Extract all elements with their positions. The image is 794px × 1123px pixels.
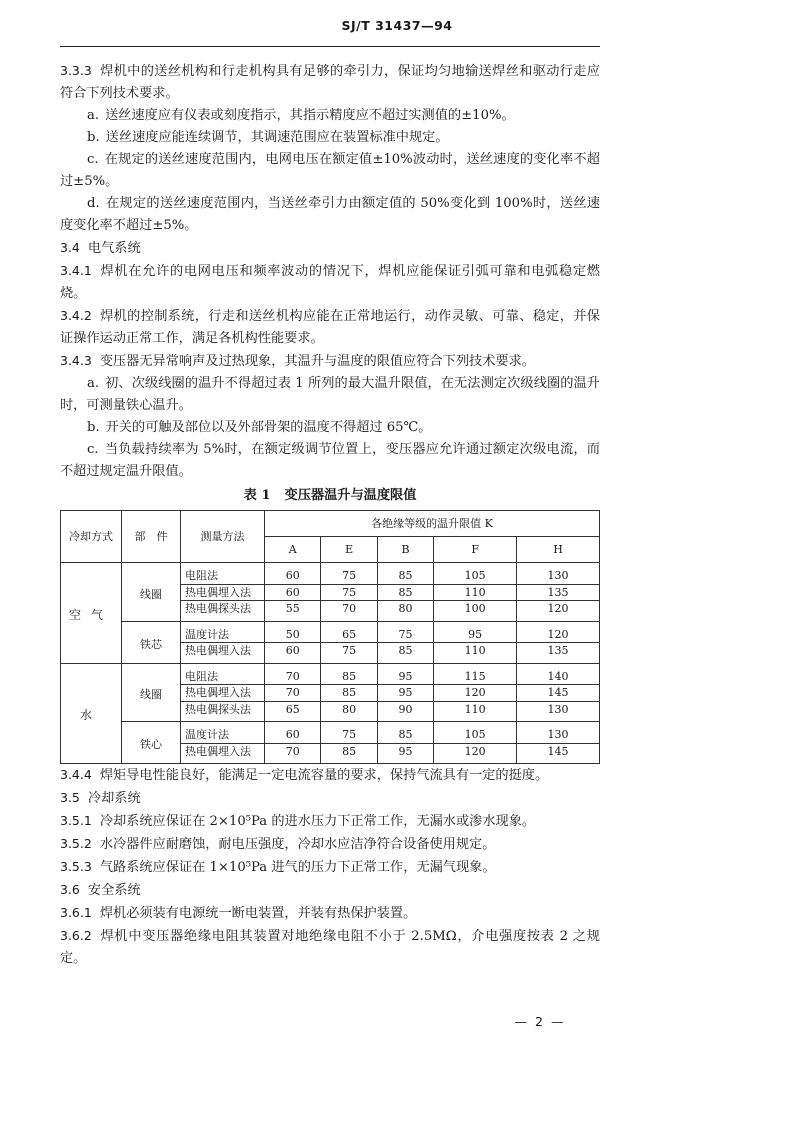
limit-value-cell: 95 — [377, 685, 433, 702]
clause-text: 冷却系统应保证在 2×10⁵Pa 的进水压力下正常工作，无漏水或渗水现象。 — [99, 814, 536, 829]
limit-value-cell: 120 — [517, 621, 600, 643]
sub-item-label: b. — [87, 130, 100, 145]
limit-value-cell: 145 — [517, 685, 600, 702]
document-body — [60, 60, 600, 970]
sub-item-text: 当负载持续率为 5%时，在额定级调节位置上，变压器应允许通过额定次级电流，而不超过规定温升限值。 — [60, 442, 600, 479]
sub-item-text: 初、次级线圈的温升不得超过表 1 所列的最大温升限值，在无法测定次级线圈的温升时，可测量铁心温升。 — [60, 376, 600, 413]
limit-value-cell: 85 — [321, 685, 377, 702]
sub-item — [60, 193, 600, 237]
temperature-rise-table — [60, 510, 600, 764]
clause-number: 3.3.3 — [60, 63, 92, 78]
table-row — [61, 722, 600, 744]
class-header: B — [377, 537, 433, 563]
method-cell: 热电偶埋入法 — [181, 743, 265, 764]
limit-value-cell: 95 — [434, 621, 517, 643]
limit-value-cell: 75 — [321, 643, 377, 664]
sub-item-text: 送丝速度应有仪表或刻度指示，其指示精度应不超过实测值的±10%。 — [105, 108, 515, 123]
clause-number: 3.6.1 — [60, 905, 92, 920]
part-cell: 铁芯 — [122, 621, 181, 663]
limit-value-cell: 110 — [434, 701, 517, 722]
clause — [60, 856, 600, 879]
limit-value-cell: 85 — [377, 563, 433, 585]
limit-value-cell: 105 — [434, 722, 517, 744]
table-row — [61, 663, 600, 685]
limit-value-cell: 120 — [434, 685, 517, 702]
sub-item-label: a. — [87, 376, 100, 391]
limit-value-cell: 95 — [377, 663, 433, 685]
limit-value-cell: 100 — [434, 601, 517, 622]
limit-value-cell: 110 — [434, 643, 517, 664]
sub-item-text: 送丝速度应能连续调节，其调速范围应在装置标准中规定。 — [105, 130, 449, 145]
header-rule — [60, 46, 600, 47]
sub-item-label: c. — [87, 442, 99, 457]
cooling-cell: 水 — [61, 663, 122, 764]
limit-value-cell: 130 — [517, 563, 600, 585]
limit-value-cell: 120 — [517, 601, 600, 622]
clause-number: 3.4.4 — [60, 767, 92, 782]
class-header: A — [265, 537, 321, 563]
part-cell: 线圈 — [122, 563, 181, 622]
clause-number: 3.6 — [60, 882, 80, 897]
clause — [60, 260, 600, 305]
table-row — [61, 621, 600, 643]
clause-number: 3.5.1 — [60, 813, 92, 828]
limit-value-cell: 85 — [321, 743, 377, 764]
clause-number: 3.4.2 — [60, 308, 92, 323]
class-header: E — [321, 537, 377, 563]
method-cell: 电阻法 — [181, 663, 265, 685]
clauses-after-table — [60, 764, 600, 970]
sub-item — [60, 439, 600, 483]
clause — [60, 787, 600, 810]
method-cell: 热电偶探头法 — [181, 701, 265, 722]
header-cooling: 冷却方式 — [61, 511, 122, 563]
clause-text: 焊机中的送丝机构和行走机构具有足够的牵引力，保证均匀地输送焊丝和驱动行走应符合下列技术要求。 — [60, 64, 600, 101]
sub-item — [60, 149, 600, 193]
clause-text: 焊机必须装有电源统一断电装置，并装有热保护装置。 — [99, 906, 417, 921]
limit-value-cell: 70 — [265, 685, 321, 702]
limit-value-cell: 135 — [517, 584, 600, 601]
clause — [60, 833, 600, 856]
sub-item-label: c. — [87, 152, 99, 167]
limit-value-cell: 90 — [377, 701, 433, 722]
sub-item — [60, 373, 600, 417]
header-part: 部 件 — [122, 511, 181, 563]
limit-value-cell: 80 — [321, 701, 377, 722]
clause — [60, 925, 600, 970]
clauses-before-table — [60, 60, 600, 483]
limit-value-cell: 130 — [517, 722, 600, 744]
limit-value-cell: 85 — [377, 584, 433, 601]
document-header — [0, 18, 794, 33]
part-cell: 铁心 — [122, 722, 181, 764]
limit-value-cell: 95 — [377, 743, 433, 764]
limit-value-cell: 75 — [321, 563, 377, 585]
clause — [60, 764, 600, 787]
clause-number: 3.4 — [60, 240, 80, 255]
limit-value-cell: 85 — [377, 722, 433, 744]
page-number: — 2 — — [514, 1014, 566, 1029]
clause-number: 3.5.2 — [60, 836, 92, 851]
clause-text: 变压器无异常响声及过热现象，其温升与温度的限值应符合下列技术要求。 — [99, 354, 535, 369]
limit-value-cell: 60 — [265, 643, 321, 664]
clause-number: 3.5.3 — [60, 859, 92, 874]
limit-value-cell: 80 — [377, 601, 433, 622]
sub-item — [60, 105, 600, 127]
standard-number: SJ/T 31437—94 — [341, 18, 453, 33]
table-row — [61, 563, 600, 585]
limit-value-cell: 140 — [517, 663, 600, 685]
clause — [60, 350, 600, 373]
clause-text: 水冷器件应耐磨蚀，耐电压强度，冷却水应洁净符合设备使用规定。 — [99, 837, 496, 852]
class-header: F — [434, 537, 517, 563]
limit-value-cell: 65 — [265, 701, 321, 722]
sub-item-text: 开关的可触及部位以及外部骨架的温度不得超过 65℃。 — [105, 420, 432, 435]
sub-item — [60, 417, 600, 439]
limit-value-cell: 105 — [434, 563, 517, 585]
clause — [60, 237, 600, 260]
clause-number: 3.5 — [60, 790, 80, 805]
clause-number: 3.6.2 — [60, 928, 92, 943]
limit-value-cell: 50 — [265, 621, 321, 643]
clause-number: 3.4.3 — [60, 353, 92, 368]
limit-value-cell: 120 — [434, 743, 517, 764]
sub-item-label: d. — [87, 196, 100, 211]
sub-item-label: a. — [87, 108, 100, 123]
header-method: 测量方法 — [181, 511, 265, 563]
method-cell: 热电偶埋入法 — [181, 685, 265, 702]
table-caption-number: 表 1 — [243, 488, 271, 503]
clause — [60, 60, 600, 105]
clause — [60, 902, 600, 925]
limit-value-cell: 60 — [265, 563, 321, 585]
class-header: H — [517, 537, 600, 563]
limit-value-cell: 145 — [517, 743, 600, 764]
limit-value-cell: 55 — [265, 601, 321, 622]
limit-value-cell: 60 — [265, 722, 321, 744]
clause-text: 冷却系统 — [87, 791, 141, 806]
clause-text: 电气系统 — [87, 241, 141, 256]
table-caption-title: 变压器温升与温度限值 — [284, 488, 417, 503]
limit-value-cell: 65 — [321, 621, 377, 643]
cooling-cell: 空气 — [61, 563, 122, 664]
method-cell: 电阻法 — [181, 563, 265, 585]
clause-text: 焊机在允许的电网电压和频率波动的情况下，焊机应能保证引弧可靠和电弧稳定燃烧。 — [60, 264, 600, 301]
limit-value-cell: 60 — [265, 584, 321, 601]
limit-value-cell: 70 — [321, 601, 377, 622]
clause — [60, 879, 600, 902]
table-caption — [60, 486, 600, 506]
clause — [60, 305, 600, 350]
limit-value-cell: 135 — [517, 643, 600, 664]
limit-value-cell: 75 — [321, 584, 377, 601]
limit-value-cell: 85 — [321, 663, 377, 685]
limit-value-cell: 115 — [434, 663, 517, 685]
limit-value-cell: 110 — [434, 584, 517, 601]
sub-item-text: 在规定的送丝速度范围内，电网电压在额定值±10%波动时，送丝速度的变化率不超过±5%。 — [60, 152, 600, 189]
sub-item-text: 在规定的送丝速度范围内，当送丝牵引力由额定值的 50%变化到 100%时，送丝速度变化率不超过±5%。 — [60, 196, 600, 233]
clause-text: 安全系统 — [87, 883, 141, 898]
clause-text: 焊机中变压器绝缘电阻其装置对地绝缘电阻不小于 2.5MΩ，介电强度按表 2 之规定。 — [60, 929, 600, 966]
header-limits: 各绝缘等级的温升限值 K — [265, 511, 600, 537]
limit-value-cell: 75 — [377, 621, 433, 643]
limit-value-cell: 70 — [265, 663, 321, 685]
clause-text: 焊机的控制系统，行走和送丝机构应能在正常地运行，动作灵敏、可靠、稳定，并保证操作运动正常工作，满足各机构性能要求。 — [60, 309, 600, 346]
clause-number: 3.4.1 — [60, 263, 92, 278]
clause-text: 焊矩导电性能良好，能满足一定电流容量的要求，保持气流具有一定的挺度。 — [99, 768, 549, 783]
sub-item — [60, 127, 600, 149]
method-cell: 热电偶埋入法 — [181, 643, 265, 664]
limit-value-cell: 130 — [517, 701, 600, 722]
table-body — [61, 563, 600, 764]
limit-value-cell: 70 — [265, 743, 321, 764]
clause-text: 气路系统应保证在 1×10⁵Pa 进气的压力下正常工作，无漏气现象。 — [99, 860, 496, 875]
limit-value-cell: 75 — [321, 722, 377, 744]
method-cell: 热电偶埋入法 — [181, 584, 265, 601]
part-cell: 线圈 — [122, 663, 181, 722]
method-cell: 温度计法 — [181, 621, 265, 643]
limit-value-cell: 85 — [377, 643, 433, 664]
sub-item-label: b. — [87, 420, 100, 435]
method-cell: 热电偶探头法 — [181, 601, 265, 622]
method-cell: 温度计法 — [181, 722, 265, 744]
clause — [60, 810, 600, 833]
